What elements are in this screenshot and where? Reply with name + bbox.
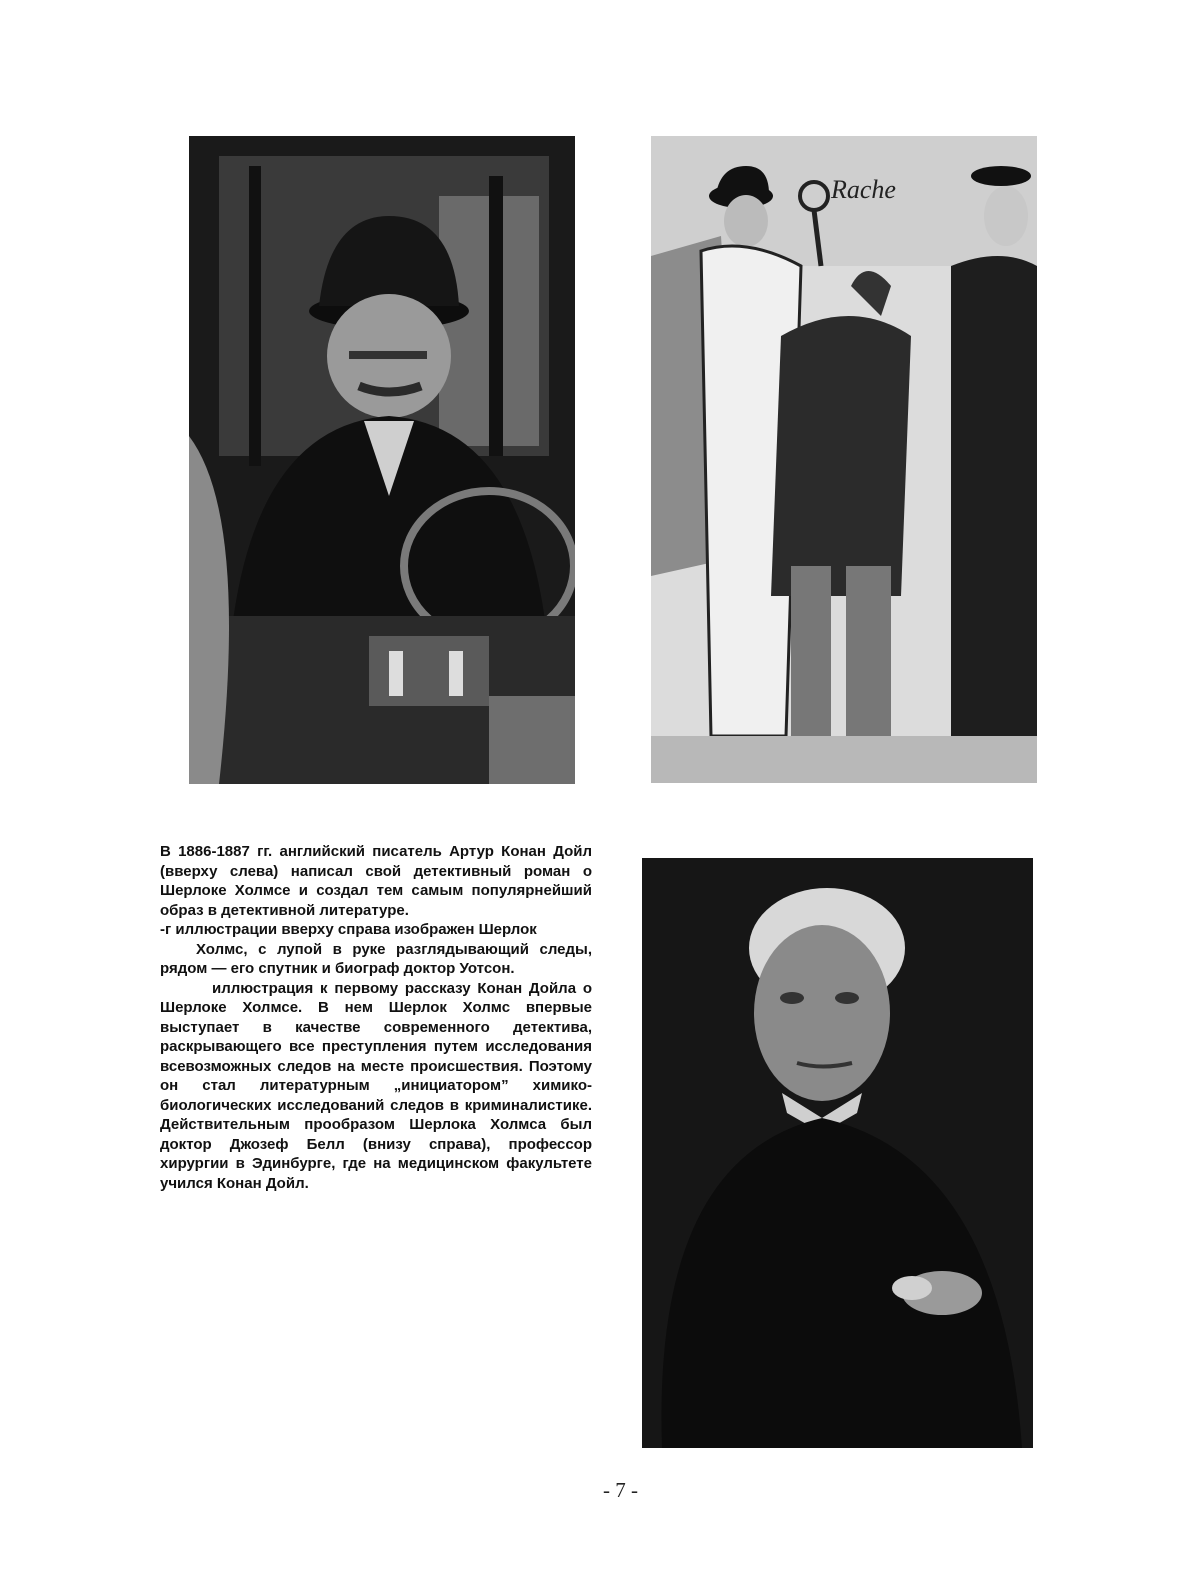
caption-para-4: иллюстрация к первому рассказу Конан Дойла о Шерлоке Холмсе. В нем Шерлок Холмс впервые выступает в качестве современного детектива, раскрывающего все преступления путем исследования всевозможных следов на месте происшествия. Поэтому он стал литературным „инициатором” химико-биологических исследований следов в криминалистике. Действительным прообразом Шерлока Холмса был доктор Джозеф Белл (внизу справа), профессор хирургии в Эдинбурге, где на медицинском факультете учился Конан Дойл.	[160, 979, 592, 1192]
photo-conan-doyle	[189, 136, 575, 784]
photo-joseph-bell	[642, 858, 1033, 1448]
caption-para-3: Холмс, с лупой в руке разглядывающий следы, рядом — его спутник и биограф доктор Уотсон.	[160, 940, 592, 977]
caption-para-1: В 1886-1887 гг. английский писатель Артур Конан Дойл (вверху слева) написал свой детективный роман о Шерлоке Холмсе и создал тем самым популярнейший образ в детективной литературе.	[160, 843, 592, 919]
page-number: - 7 -	[603, 1478, 638, 1502]
rache-inscription: Rache	[831, 175, 896, 204]
caption-para-2: -г иллюстрации вверху справа изображен Шерлок	[160, 921, 537, 938]
illustration-holmes-rache	[651, 136, 1037, 783]
caption-text	[160, 842, 592, 1193]
